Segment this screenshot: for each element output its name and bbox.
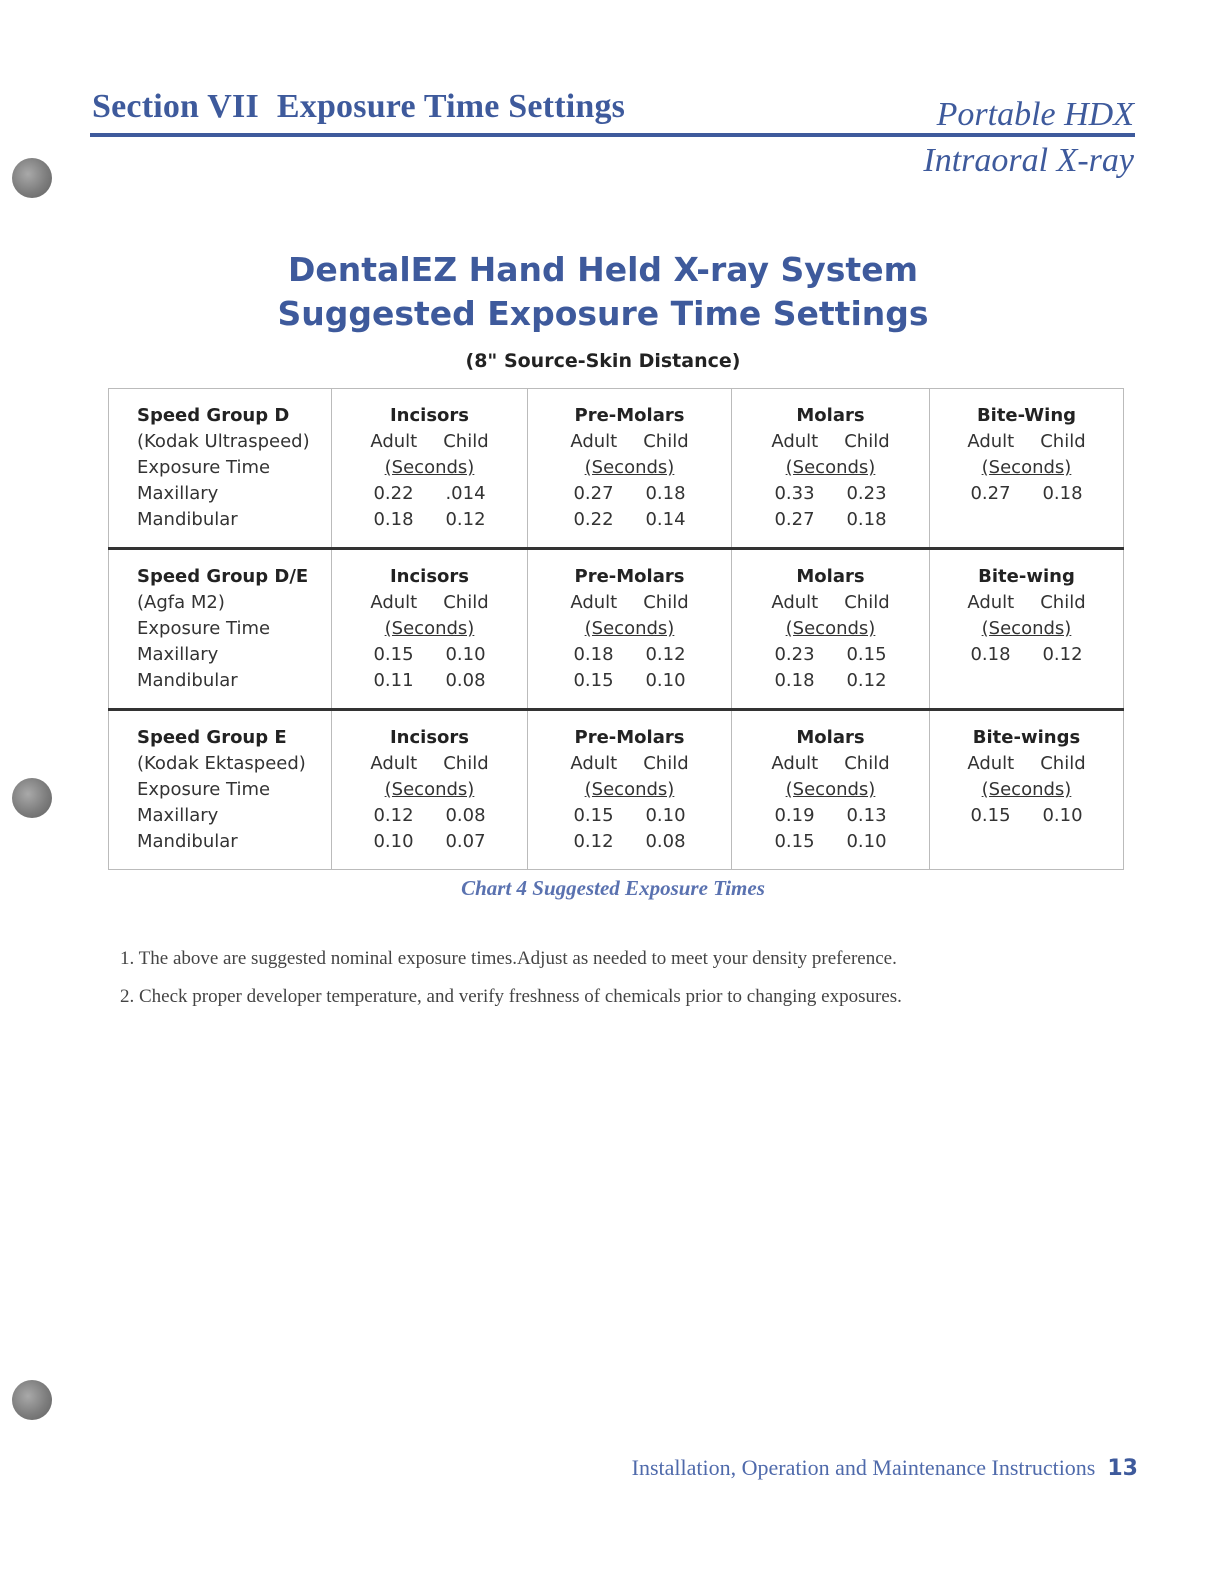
maxillary-values-child: 0.12 (1042, 644, 1083, 665)
mandibular-values-adult: 0.11 (373, 670, 414, 691)
maxillary-values-child: 0.10 (445, 644, 486, 665)
age-header-adult: Adult (967, 592, 1015, 613)
maxillary-values-child: 0.10 (645, 805, 686, 826)
age-header-child: Child (844, 753, 890, 774)
table-row (109, 389, 1124, 549)
age-header (570, 751, 688, 777)
maxillary-values-adult: 0.27 (970, 483, 1011, 504)
title-line-2: Suggested Exposure Time Settings (277, 294, 929, 333)
film-type: (Kodak Ektaspeed) (137, 753, 306, 774)
mandibular-values (370, 668, 488, 694)
age-header-child: Child (443, 431, 489, 452)
maxillary-values-child: 0.13 (846, 805, 887, 826)
mandibular-label: Mandibular (137, 831, 238, 852)
mandibular-values-child: 0.07 (445, 831, 486, 852)
maxillary-values (967, 642, 1085, 668)
maxillary-values-child: 0.18 (1042, 483, 1083, 504)
unit-label: (Seconds) (981, 618, 1072, 639)
age-header-adult: Adult (771, 592, 819, 613)
binder-hole-top (12, 158, 52, 198)
region-cell (332, 549, 528, 710)
document-subtitle: (8" Source-Skin Distance) (465, 350, 741, 372)
region-name: Pre-Molars (574, 727, 685, 748)
page-footer (632, 1455, 1138, 1481)
product-name (923, 92, 1134, 184)
mandibular-values (771, 668, 889, 694)
mandibular-values-child: 0.10 (846, 831, 887, 852)
maxillary-values-adult: 0.22 (373, 483, 414, 504)
age-header-adult: Adult (370, 753, 418, 774)
age-header-child: Child (844, 431, 890, 452)
maxillary-values-adult: 0.15 (970, 805, 1011, 826)
mandibular-values (967, 668, 1085, 694)
unit-label: (Seconds) (584, 779, 675, 800)
age-header-child: Child (643, 431, 689, 452)
notes-list (120, 940, 1130, 1016)
maxillary-values (771, 803, 889, 829)
mandibular-values-adult: 0.27 (774, 509, 815, 530)
age-header-child: Child (443, 592, 489, 613)
age-header-adult: Adult (570, 431, 618, 452)
region-name: Pre-Molars (574, 566, 685, 587)
region-name: Molars (796, 727, 865, 748)
age-header (771, 751, 889, 777)
age-header-adult: Adult (570, 753, 618, 774)
region-cell (930, 549, 1124, 710)
film-type: (Agfa M2) (137, 592, 225, 613)
age-header (370, 751, 488, 777)
unit-label: (Seconds) (981, 779, 1072, 800)
age-header-adult: Adult (771, 431, 819, 452)
age-header (771, 429, 889, 455)
section-number: Section VII (92, 88, 259, 125)
mandibular-values-adult: 0.15 (774, 831, 815, 852)
unit-label: (Seconds) (384, 457, 475, 478)
age-header-adult: Adult (967, 753, 1015, 774)
maxillary-values-adult: 0.15 (573, 805, 614, 826)
region-cell (528, 549, 732, 710)
age-header (370, 590, 488, 616)
maxillary-values-adult: 0.12 (373, 805, 414, 826)
unit-label: (Seconds) (981, 457, 1072, 478)
maxillary-values (370, 642, 488, 668)
table-row (109, 549, 1124, 710)
exposure-table (108, 388, 1124, 870)
age-header-child: Child (1040, 431, 1086, 452)
region-name: Incisors (389, 727, 469, 748)
section-title: Exposure Time Settings (276, 88, 626, 125)
region-name: Molars (796, 566, 865, 587)
mandibular-values-child: 0.10 (645, 670, 686, 691)
mandibular-values (570, 829, 688, 855)
maxillary-values (967, 803, 1085, 829)
region-cell (732, 710, 930, 870)
note-item: 1. The above are suggested nominal exposure times.Adjust as needed to meet your density preference. (120, 948, 897, 969)
unit-label: (Seconds) (384, 779, 475, 800)
maxillary-values-adult: 0.18 (573, 644, 614, 665)
region-name: Pre-Molars (574, 405, 685, 426)
age-header (570, 590, 688, 616)
mandibular-values (370, 507, 488, 533)
exposure-time-label: Exposure Time (137, 779, 271, 800)
product-line-2: Intraoral X-ray (923, 142, 1134, 179)
page-number: 13 (1107, 1456, 1138, 1481)
maxillary-values (570, 642, 688, 668)
mandibular-values-child: 0.14 (645, 509, 686, 530)
age-header-adult: Adult (967, 431, 1015, 452)
age-header-child: Child (643, 753, 689, 774)
maxillary-values-child: 0.12 (645, 644, 686, 665)
film-type: (Kodak Ultraspeed) (137, 431, 310, 452)
mandibular-values-child: 0.18 (846, 509, 887, 530)
maxillary-values (771, 642, 889, 668)
age-header-adult: Adult (370, 592, 418, 613)
mandibular-label: Mandibular (137, 670, 238, 691)
region-cell (332, 389, 528, 549)
maxillary-label: Maxillary (137, 644, 219, 665)
age-header-child: Child (1040, 592, 1086, 613)
age-header-child: Child (844, 592, 890, 613)
unit-label: (Seconds) (785, 457, 876, 478)
maxillary-values-adult: 0.23 (774, 644, 815, 665)
unit-label: (Seconds) (785, 779, 876, 800)
mandibular-values (967, 507, 1085, 533)
mandibular-values-adult: 0.12 (573, 831, 614, 852)
speed-group-cell (109, 549, 332, 710)
mandibular-values-adult: 0.15 (573, 670, 614, 691)
chart-caption: Chart 4 Suggested Exposure Times (461, 876, 765, 900)
maxillary-values-child: 0.23 (846, 483, 887, 504)
maxillary-values-adult: 0.18 (970, 644, 1011, 665)
speed-group-name: Speed Group D/E (137, 566, 309, 587)
maxillary-values (967, 481, 1085, 507)
age-header-adult: Adult (570, 592, 618, 613)
mandibular-values-adult: 0.18 (774, 670, 815, 691)
age-header-child: Child (1040, 753, 1086, 774)
unit-label: (Seconds) (584, 618, 675, 639)
maxillary-values-child: 0.18 (645, 483, 686, 504)
maxillary-values-child: 0.15 (846, 644, 887, 665)
mandibular-values (570, 668, 688, 694)
age-header-adult: Adult (771, 753, 819, 774)
binder-hole-middle (12, 778, 52, 818)
footer-text: Installation, Operation and Maintenance Instructions (631, 1455, 1096, 1480)
maxillary-values-adult: 0.15 (373, 644, 414, 665)
region-cell (332, 710, 528, 870)
maxillary-values (370, 803, 488, 829)
age-header-child: Child (443, 753, 489, 774)
maxillary-label: Maxillary (137, 483, 219, 504)
speed-group-cell (109, 710, 332, 870)
speed-group-name: Speed Group E (137, 727, 287, 748)
maxillary-values (771, 481, 889, 507)
mandibular-values (370, 829, 488, 855)
region-cell (732, 549, 930, 710)
region-name: Incisors (389, 566, 469, 587)
mandibular-values-adult: 0.10 (373, 831, 414, 852)
region-name: Molars (796, 405, 865, 426)
age-header (570, 429, 688, 455)
exposure-time-label: Exposure Time (137, 618, 271, 639)
speed-group-name: Speed Group D (137, 405, 290, 426)
region-cell (528, 389, 732, 549)
maxillary-values-adult: 0.33 (774, 483, 815, 504)
exposure-time-label: Exposure Time (137, 457, 271, 478)
region-name: Bite-wing (978, 566, 1075, 587)
region-cell (732, 389, 930, 549)
mandibular-values-child: 0.12 (846, 670, 887, 691)
mandibular-values-adult: 0.18 (373, 509, 414, 530)
exposure-table-body (109, 389, 1124, 870)
maxillary-values (570, 803, 688, 829)
mandibular-values-child: 0.12 (445, 509, 486, 530)
speed-group-cell (109, 389, 332, 549)
mandibular-values-adult: 0.22 (573, 509, 614, 530)
maxillary-label: Maxillary (137, 805, 219, 826)
section-header (92, 88, 625, 126)
mandibular-values-child: 0.08 (645, 831, 686, 852)
age-header (771, 590, 889, 616)
region-name: Bite-wings (972, 727, 1081, 748)
age-header (370, 429, 488, 455)
region-name: Incisors (389, 405, 469, 426)
maxillary-values-child: 0.08 (445, 805, 486, 826)
region-cell (930, 389, 1124, 549)
maxillary-values-child: .014 (445, 483, 486, 504)
unit-label: (Seconds) (384, 618, 475, 639)
mandibular-values (967, 829, 1085, 855)
maxillary-values-child: 0.10 (1042, 805, 1083, 826)
maxillary-values (370, 481, 488, 507)
table-row (109, 710, 1124, 870)
region-cell (930, 710, 1124, 870)
note-item: 2. Check proper developer temperature, and verify freshness of chemicals prior to changing exposures. (120, 986, 902, 1007)
region-cell (528, 710, 732, 870)
mandibular-values (771, 507, 889, 533)
mandibular-values (570, 507, 688, 533)
age-header (967, 590, 1085, 616)
maxillary-values (570, 481, 688, 507)
maxillary-values-adult: 0.27 (573, 483, 614, 504)
unit-label: (Seconds) (785, 618, 876, 639)
mandibular-label: Mandibular (137, 509, 238, 530)
mandibular-values (771, 829, 889, 855)
age-header-adult: Adult (370, 431, 418, 452)
unit-label: (Seconds) (584, 457, 675, 478)
document-title (0, 248, 1206, 336)
title-line-1: DentalEZ Hand Held X-ray System (288, 250, 918, 289)
product-line-1: Portable HDX (936, 96, 1134, 133)
age-header (967, 429, 1085, 455)
age-header-child: Child (643, 592, 689, 613)
maxillary-values-adult: 0.19 (774, 805, 815, 826)
region-name: Bite-Wing (976, 405, 1077, 426)
age-header (967, 751, 1085, 777)
mandibular-values-child: 0.08 (445, 670, 486, 691)
binder-hole-bottom (12, 1380, 52, 1420)
